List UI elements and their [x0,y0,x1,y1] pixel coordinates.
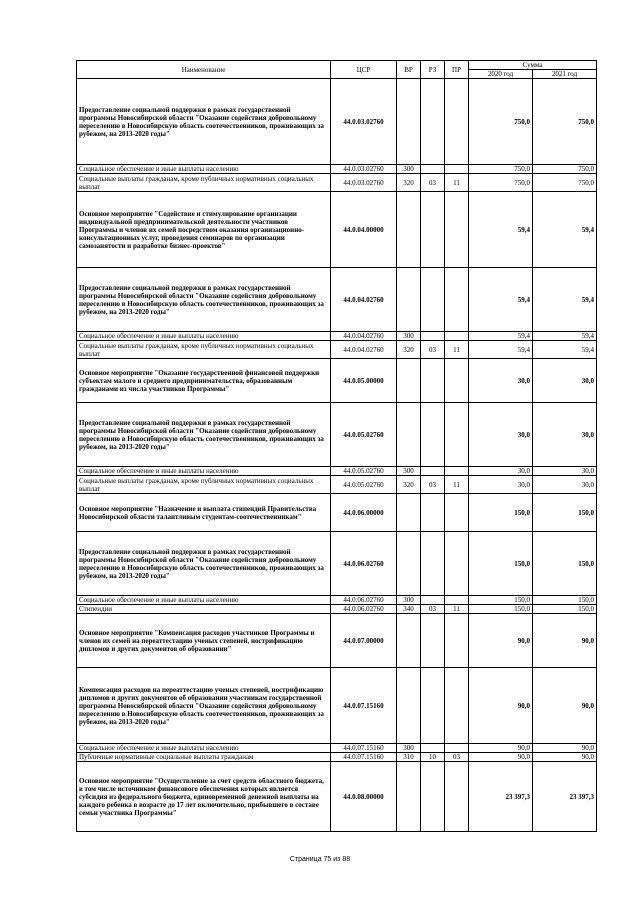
row-value-2021: 750,0 [533,165,597,174]
table-row [77,532,597,596]
row-csr: 44.0.06.02760 [331,532,397,596]
row-vr [397,614,421,668]
row-csr: 44.0.06.00000 [331,494,397,532]
row-pr [445,744,469,753]
row-value-2020: 750,0 [469,174,533,192]
row-value-2020: 30,0 [469,467,533,476]
row-csr: 44.0.07.15160 [331,668,397,744]
row-vr [397,359,421,403]
header-2021: 2021 год [533,70,597,79]
row-name: Социальное обеспечение и иные выплаты населению [77,596,331,605]
row-pr [445,596,469,605]
row-vr [397,494,421,532]
row-vr [397,268,421,332]
row-value-2020: 59,4 [469,192,533,268]
row-value-2020: 59,4 [469,341,533,359]
row-name: Публичные нормативные социальные выплаты гражданам [77,753,331,762]
table-row [77,192,597,268]
row-name: Основное мероприятие "Содействие и стимулирование организации индивидуальной предпринимательской деятельности участников Программы и членов их семей посредством оказания организационно-консультационных услуг, проведения семинаров по организации самозанятости и разработке бизнес-проектов" [77,192,331,268]
row-pr [445,192,469,268]
row-vr: 300 [397,744,421,753]
row-value-2020: 90,0 [469,744,533,753]
row-vr: 300 [397,596,421,605]
row-vr: 320 [397,174,421,192]
table-row [77,668,597,744]
row-vr [397,762,421,832]
row-value-2020: 150,0 [469,494,533,532]
table-row [77,753,597,762]
header-vr: ВР [397,61,421,79]
row-csr: 44.0.08.00000 [331,762,397,832]
row-name: Предоставление социальной поддержки в рамках государственной программы Новосибирской области "Оказание содействия добровольному переселению в Новосибирскую область соотечественников, проживающих за рубежом, на 2013-2020 годы" [77,79,331,165]
row-rz [421,596,445,605]
row-rz: 10 [421,753,445,762]
row-pr: 11 [445,174,469,192]
row-value-2020: 23 397,3 [469,762,533,832]
row-csr: 44.0.06.02760 [331,605,397,614]
row-pr [445,268,469,332]
row-value-2020: 150,0 [469,605,533,614]
table-row [77,403,597,467]
budget-table [76,60,597,832]
row-value-2021: 30,0 [533,476,597,494]
row-rz [421,192,445,268]
row-pr [445,494,469,532]
table-row [77,359,597,403]
table-row [77,596,597,605]
row-vr: 340 [397,605,421,614]
table-row [77,467,597,476]
row-value-2021: 150,0 [533,596,597,605]
row-name: Компенсация расходов на переаттестацию ученых степеней, нострификацию дипломов и других документов об образовании участникам государственной программы Новосибирской области "Оказание содействия добровольному переселению в Новосибирскую область соотечественников, проживающих за рубежом, на 2013-2020 годы" [77,668,331,744]
row-value-2021: 23 397,3 [533,762,597,832]
header-pr: ПР [445,61,469,79]
row-csr: 44.0.04.02760 [331,341,397,359]
row-pr [445,532,469,596]
row-rz [421,268,445,332]
row-pr: 03 [445,753,469,762]
row-value-2021: 150,0 [533,494,597,532]
row-vr: 300 [397,165,421,174]
table-row [77,476,597,494]
header-csr: ЦСР [331,61,397,79]
row-value-2021: 59,4 [533,341,597,359]
row-rz [421,614,445,668]
row-csr: 44.0.05.00000 [331,359,397,403]
row-csr: 44.0.07.15160 [331,744,397,753]
row-vr [397,403,421,467]
row-rz [421,403,445,467]
row-name: Социальные выплаты гражданам, кроме публичных нормативных социальных выплат [77,341,331,359]
row-value-2021: 90,0 [533,753,597,762]
row-value-2020: 90,0 [469,614,533,668]
row-rz [421,332,445,341]
row-value-2020: 30,0 [469,403,533,467]
row-vr [397,532,421,596]
row-value-2020: 30,0 [469,476,533,494]
table-row [77,605,597,614]
row-value-2021: 150,0 [533,532,597,596]
row-vr: 320 [397,476,421,494]
row-pr [445,614,469,668]
row-rz [421,744,445,753]
row-value-2021: 750,0 [533,174,597,192]
row-name: Социальное обеспечение и иные выплаты населению [77,744,331,753]
row-rz: 03 [421,476,445,494]
header-2020: 2020 год [469,70,533,79]
row-pr: 11 [445,341,469,359]
row-name: Предоставление социальной поддержки в рамках государственной программы Новосибирской области "Оказание содействия добровольному переселению в Новосибирскую область соотечественников, проживающих за рубежом, на 2013-2020 годы" [77,403,331,467]
row-pr [445,668,469,744]
row-value-2021: 90,0 [533,614,597,668]
row-value-2020: 150,0 [469,596,533,605]
row-value-2021: 90,0 [533,668,597,744]
table-row [77,494,597,532]
row-value-2021: 90,0 [533,744,597,753]
row-rz [421,762,445,832]
row-pr [445,79,469,165]
row-csr: 44.0.07.00000 [331,614,397,668]
row-vr [397,79,421,165]
row-rz [421,467,445,476]
row-value-2020: 90,0 [469,668,533,744]
row-value-2020: 30,0 [469,359,533,403]
row-csr: 44.0.03.02760 [331,165,397,174]
row-value-2020: 59,4 [469,268,533,332]
table-row [77,165,597,174]
table-row [77,332,597,341]
row-name: Предоставление социальной поддержки в рамках государственной программы Новосибирской области "Оказание содействия добровольному переселению в Новосибирскую область соотечественников, проживающих за рубежом, на 2013-2020 годы" [77,532,331,596]
header-name: Наименование [77,61,331,79]
header-sum: Сумма [469,61,597,70]
row-rz [421,668,445,744]
row-csr: 44.0.03.02760 [331,79,397,165]
table-row [77,762,597,832]
row-value-2021: 30,0 [533,467,597,476]
row-rz: 03 [421,341,445,359]
row-value-2020: 750,0 [469,165,533,174]
table-row [77,79,597,165]
table-row [77,614,597,668]
row-value-2020: 90,0 [469,753,533,762]
row-value-2021: 59,4 [533,192,597,268]
row-rz: 03 [421,174,445,192]
row-rz [421,532,445,596]
row-csr: 44.0.04.00000 [331,192,397,268]
row-csr: 44.0.03.02760 [331,174,397,192]
row-rz [421,494,445,532]
row-value-2021: 750,0 [533,79,597,165]
row-name: Социальное обеспечение и иные выплаты населению [77,467,331,476]
row-name: Социальные выплаты гражданам, кроме публичных нормативных социальных выплат [77,476,331,494]
table-row [77,174,597,192]
row-pr [445,359,469,403]
row-csr: 44.0.06.02760 [331,596,397,605]
row-vr [397,192,421,268]
row-vr: 310 [397,753,421,762]
row-value-2020: 750,0 [469,79,533,165]
row-value-2021: 30,0 [533,359,597,403]
row-pr [445,332,469,341]
row-value-2020: 59,4 [469,332,533,341]
row-value-2020: 150,0 [469,532,533,596]
row-csr: 44.0.05.02760 [331,476,397,494]
row-pr [445,165,469,174]
row-csr: 44.0.04.02760 [331,332,397,341]
table-row [77,268,597,332]
row-name: Социальное обеспечение и иные выплаты населению [77,332,331,341]
row-vr: 320 [397,341,421,359]
row-csr: 44.0.05.02760 [331,403,397,467]
row-vr: 300 [397,332,421,341]
row-name: Основное мероприятие "Назначение и выплата стипендий Правительства Новосибирской области талантливым студентам-соотечественникам" [77,494,331,532]
row-csr: 44.0.04.02760 [331,268,397,332]
page-number: Страница 75 из 88 [289,856,351,863]
row-name: Основное мероприятие "Компенсация расходов участников Программы и членов их семей на переаттестацию ученых степеней, нострификацию дипломов и других документов об образовании" [77,614,331,668]
row-name: Социальные выплаты гражданам, кроме публичных нормативных социальных выплат [77,174,331,192]
row-name: Предоставление социальной поддержки в рамках государственной программы Новосибирской области "Оказание содействия добровольному переселению в Новосибирскую область соотечественников, проживающих за рубежом, на 2013-2020 годы" [77,268,331,332]
row-vr: 300 [397,467,421,476]
row-rz: 03 [421,605,445,614]
row-csr: 44.0.07.15160 [331,753,397,762]
row-pr [445,467,469,476]
header-rz: РЗ [421,61,445,79]
table-row [77,341,597,359]
row-pr: 11 [445,476,469,494]
row-value-2021: 150,0 [533,605,597,614]
row-vr [397,668,421,744]
table-row [77,744,597,753]
row-rz [421,359,445,403]
row-name: Социальное обеспечение и иные выплаты населению [77,165,331,174]
row-name: Основное мероприятие "Осуществление за счет средств областного бюджета, в том числе источником финансового обеспечения которых является субсидия из федерального бюджета, единовременной денежной выплаты на каждого ребенка в возрасте до 17 лет включительно, прибывшего в составе семьи участника Программы" [77,762,331,832]
row-value-2021: 30,0 [533,403,597,467]
row-value-2021: 59,4 [533,332,597,341]
row-value-2021: 59,4 [533,268,597,332]
row-pr [445,762,469,832]
row-pr: 11 [445,605,469,614]
row-name: Стипендии [77,605,331,614]
row-name: Основное мероприятие "Оказание государственной финансовой поддержки субъектам малого и среднего предпринимательства, образованным гражданами из числа участников Программы" [77,359,331,403]
row-rz [421,79,445,165]
row-rz [421,165,445,174]
row-pr [445,403,469,467]
row-csr: 44.0.05.02760 [331,467,397,476]
